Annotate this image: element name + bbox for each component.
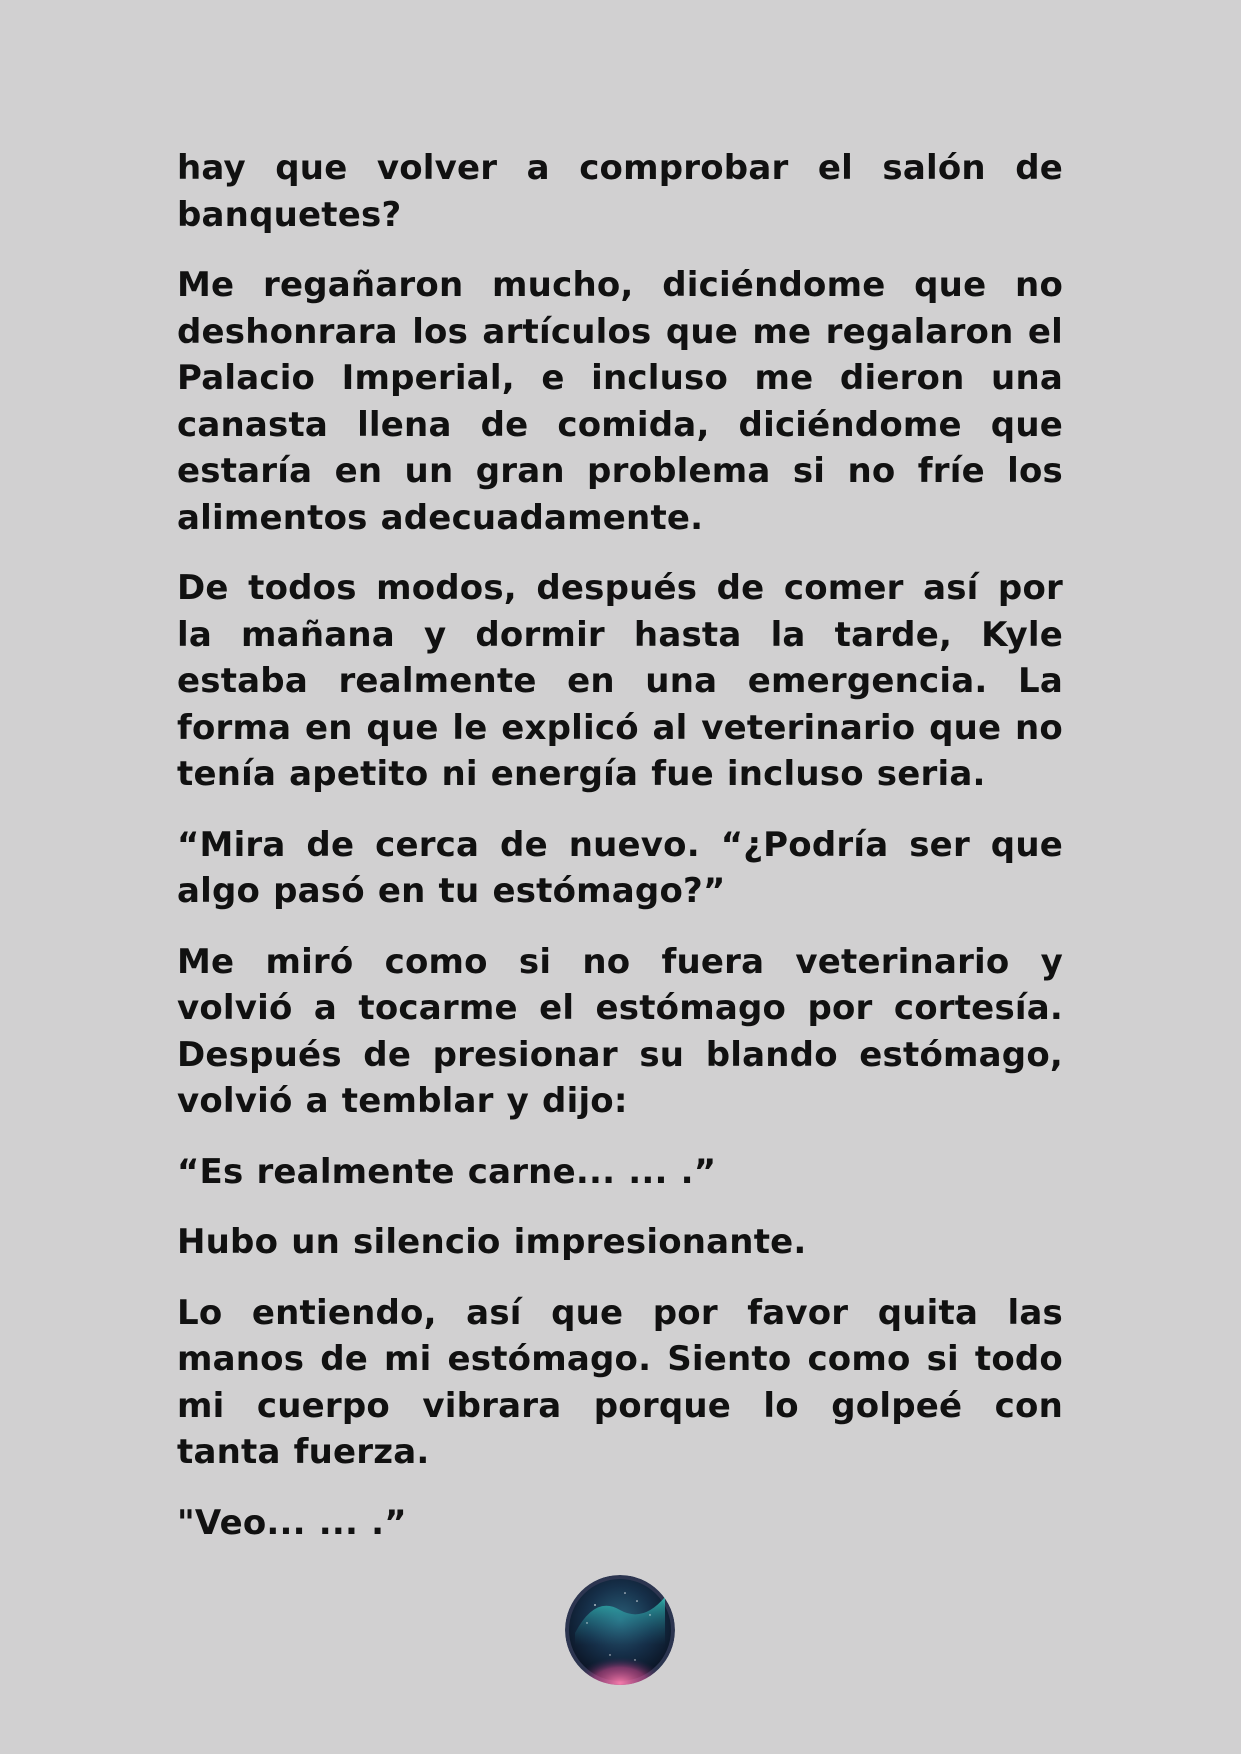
paragraph: “Es realmente carne... ... .”	[177, 1151, 717, 1192]
paragraph: Me regañaron mucho, diciéndome que no deshonrara los artículos que me regalaron el Palacio Imperial, e incluso me dieron una canasta llena de comida, diciéndome que estaría en un gran problema si no fríe los alimentos adecuadamente.	[177, 265, 1063, 538]
paragraph: "Veo... ... .”	[177, 1502, 407, 1543]
paragraph: Me miró como si no fuera veterinario y volvió a tocarme el estómago por cortesía. Después de presionar su blando estómago, volvió a temblar y dijo:	[177, 941, 1063, 1121]
paragraph: hay que volver a comprobar el salón de banquetes?	[177, 148, 1063, 235]
paragraph: “Mira de cerca de nuevo. “¿Podría ser que algo pasó en tu estómago?”	[177, 824, 1063, 911]
paragraph: De todos modos, después de comer así por la mañana y dormir hasta la tarde, Kyle estaba realmente en una emergencia. La forma en que le explicó al veterinario que no tenía apetito ni energía fue incluso seria.	[177, 568, 1063, 794]
aurora-logo-icon	[565, 1575, 675, 1685]
paragraph: Hubo un silencio impresionante.	[177, 1222, 807, 1262]
chapter-text	[177, 145, 1063, 1570]
paragraph: Lo entiendo, así que por favor quita las manos de mi estómago. Siento como si todo mi cuerpo vibrara porque lo golpeé con tanta fuerza.	[177, 1292, 1063, 1472]
